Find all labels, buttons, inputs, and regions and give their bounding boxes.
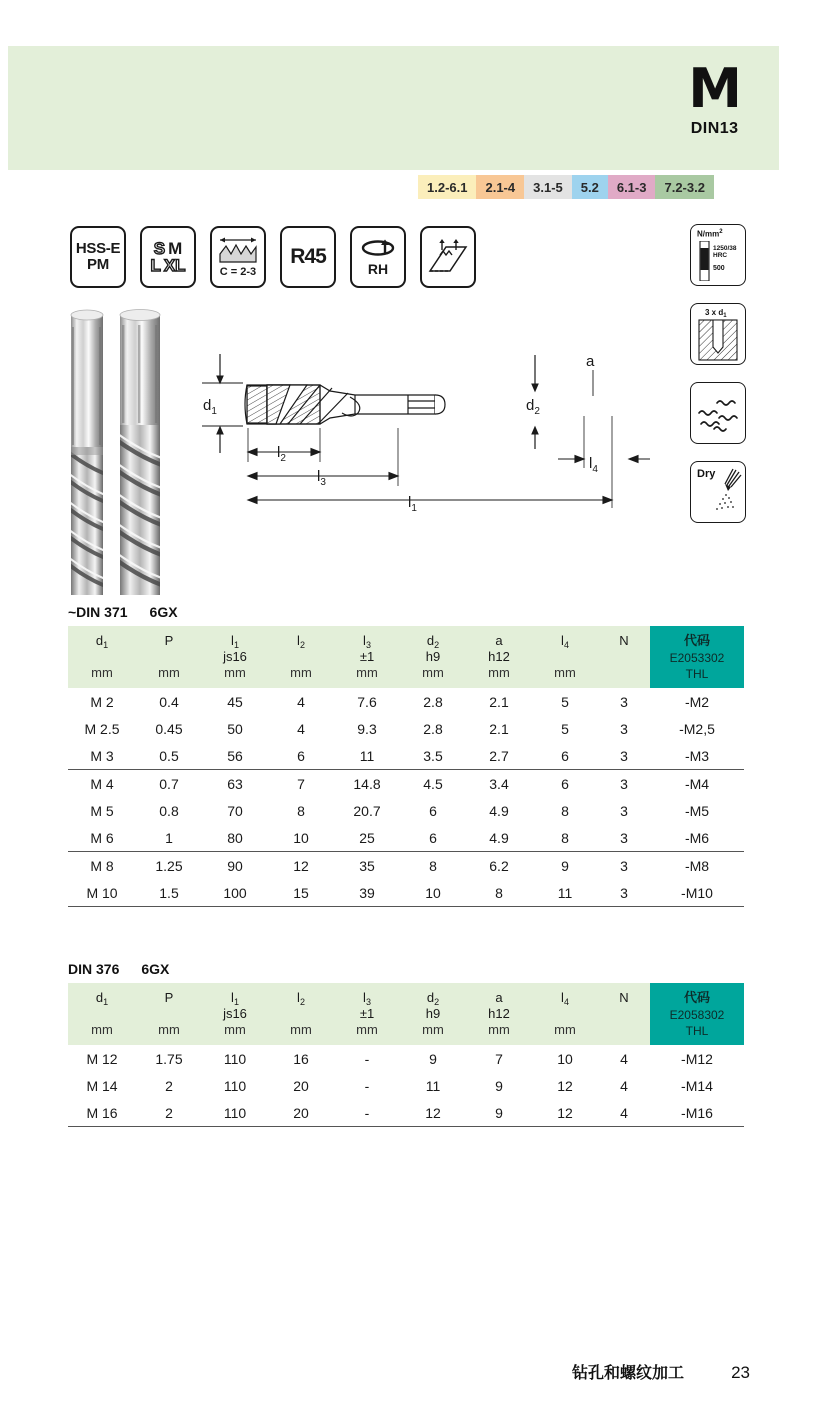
- header-band: [8, 46, 779, 170]
- cell-order-code-suffix: -M3: [650, 742, 744, 770]
- column-symbol: a: [495, 632, 503, 648]
- spec-table: [68, 983, 744, 1127]
- column-symbol: $d_1$: [95, 632, 109, 650]
- column-unit: [598, 1022, 650, 1038]
- cell-value: 20: [293, 1077, 309, 1094]
- cell-value: 2.1: [489, 720, 509, 737]
- size-s-label: S: [153, 239, 166, 258]
- cell-value: -: [364, 1077, 370, 1094]
- material-swatch-1: 2.1-4: [476, 175, 524, 199]
- table-title: [68, 961, 744, 977]
- cell-value: 6.2: [489, 857, 509, 874]
- cell-value: 50: [227, 720, 243, 737]
- cell-value: 3: [598, 824, 650, 852]
- cell-value: 2.1: [489, 693, 509, 710]
- column-unit: mm: [554, 1022, 576, 1038]
- spec-table-block-din376: [68, 961, 744, 1127]
- cell-order-code-suffix: -M2,5: [679, 720, 715, 737]
- right-hand-rotation-icon: [350, 226, 406, 288]
- cell-value: 100: [202, 879, 268, 907]
- column-unit: mm: [290, 1022, 312, 1038]
- column-symbol: $l_4$: [561, 632, 569, 650]
- size-m-label: M: [168, 239, 183, 258]
- cell-value: 14.8: [353, 775, 381, 792]
- column-unit: mm: [224, 665, 246, 681]
- dim-label-d1: $d_1$: [203, 397, 217, 417]
- feature-icon-row: [70, 226, 476, 288]
- order-code-suffix: THL: [685, 1023, 709, 1038]
- column-tolerance: js16: [223, 648, 247, 664]
- table-row[interactable]: [68, 770, 744, 798]
- dim-label-l4: $l_4$: [589, 455, 598, 475]
- column-unit: mm: [422, 1022, 444, 1038]
- cell-value: 8: [532, 824, 598, 852]
- column-unit: mm: [158, 665, 180, 681]
- column-tolerance: [136, 1006, 202, 1022]
- column-tolerance: [68, 1006, 136, 1022]
- cell-value: 7: [297, 775, 305, 792]
- column-tolerance: [532, 1006, 598, 1022]
- cell-value: 35: [359, 857, 375, 874]
- column-tolerance: [532, 649, 598, 665]
- column-tolerance: [268, 649, 334, 665]
- cell-value: 0.5: [136, 742, 202, 770]
- cell-value: 10: [268, 824, 334, 852]
- column-symbol: N: [619, 989, 629, 1005]
- rotation-arrow-graphic: [358, 238, 398, 260]
- cell-value: 3: [598, 879, 650, 907]
- chip-squiggle-graphic: [695, 391, 741, 435]
- cell-value: 11: [532, 879, 598, 907]
- dim-label-l1: $l_1$: [408, 494, 417, 514]
- column-tolerance: h9: [425, 1005, 441, 1021]
- dim-label-d2: $d_2$: [526, 397, 540, 417]
- size-xl-label: XL: [163, 256, 186, 275]
- column-header-l2: [268, 626, 334, 688]
- column-symbol: $l_3$: [363, 989, 371, 1007]
- cell-value: 3: [620, 802, 628, 819]
- column-unit: mm: [91, 665, 113, 681]
- column-header-a: [466, 983, 532, 1045]
- table-row[interactable]: [68, 1072, 744, 1099]
- column-header-l2: [268, 983, 334, 1045]
- column-header-order-code: [650, 983, 744, 1045]
- cell-value: 6: [268, 742, 334, 770]
- column-symbol: $l_1$: [231, 989, 239, 1007]
- tensile-unit: N/mm: [697, 229, 720, 239]
- table-row[interactable]: [68, 824, 744, 852]
- cell-value: 45: [227, 693, 243, 710]
- cell-value: 12: [400, 1099, 466, 1127]
- table-row[interactable]: [68, 879, 744, 907]
- column-symbol: $l_3$: [363, 632, 371, 650]
- column-tolerance: [598, 649, 650, 665]
- cell-thread-size: M 2: [90, 693, 114, 710]
- cell-value: 110: [223, 1077, 247, 1094]
- column-tolerance: ±1: [359, 648, 375, 664]
- column-header-P: [136, 626, 202, 688]
- table-row[interactable]: [68, 1099, 744, 1127]
- column-symbol: $d_2$: [426, 989, 440, 1007]
- column-unit: mm: [290, 665, 312, 681]
- table-row[interactable]: [68, 797, 744, 824]
- cell-thread-size: M 16: [68, 1099, 136, 1127]
- column-tolerance: h9: [425, 648, 441, 664]
- column-unit: mm: [422, 665, 444, 681]
- tap-photos-graphic: [58, 307, 173, 595]
- chamfer-profile-graphic: [217, 236, 259, 264]
- cell-thread-size: M 2.5: [84, 720, 120, 737]
- rake-angle-icon: [280, 226, 336, 288]
- cell-value: 10: [400, 879, 466, 907]
- application-icon-column: [690, 224, 746, 523]
- material-swatch-3: 5.2: [572, 175, 608, 199]
- column-unit: mm: [356, 1022, 378, 1038]
- column-symbol: $d_1$: [95, 989, 109, 1007]
- tensile-unit-exponent: 2: [719, 229, 723, 235]
- page-footer: [0, 1360, 828, 1383]
- cell-value: 8: [297, 802, 305, 819]
- cell-value: 5: [561, 720, 569, 737]
- column-header-d2: [400, 983, 466, 1045]
- column-unit: mm: [488, 665, 510, 681]
- table-row[interactable]: [68, 742, 744, 770]
- cell-value: 9: [561, 857, 569, 874]
- cell-value: 9: [466, 1099, 532, 1127]
- column-header-l3: [334, 626, 400, 688]
- table-row[interactable]: [68, 852, 744, 880]
- cell-thread-size: M 12: [86, 1050, 118, 1067]
- table-standard: ~DIN 371: [68, 604, 128, 620]
- cell-value: 20: [268, 1099, 334, 1127]
- cell-value: 10: [557, 1050, 573, 1067]
- cell-value: 39: [334, 879, 400, 907]
- cell-value: 16: [293, 1050, 309, 1067]
- cell-value: 4: [620, 1050, 628, 1067]
- cell-value: 2.7: [466, 742, 532, 770]
- cell-value: 2: [136, 1099, 202, 1127]
- cell-order-code-suffix: -M6: [650, 824, 744, 852]
- spec-table: [68, 626, 744, 907]
- column-symbol: $l_1$: [231, 632, 239, 650]
- technical-drawing: [180, 352, 660, 520]
- cell-order-code-suffix: -M14: [681, 1077, 713, 1094]
- tensile-strength-icon: [690, 224, 746, 286]
- cell-value: 11: [425, 1077, 441, 1094]
- cell-value: 4: [620, 1077, 628, 1094]
- column-tolerance: [136, 649, 202, 665]
- cell-value: 0.8: [159, 802, 179, 819]
- table-grade: 6GX: [141, 961, 170, 977]
- dim-label-a: a: [586, 353, 595, 370]
- table-grade: 6GX: [149, 604, 178, 620]
- cell-value: 3: [620, 775, 628, 792]
- column-header-N: [598, 626, 650, 688]
- column-unit: [598, 665, 650, 681]
- table-standard: DIN 376: [68, 961, 120, 977]
- cell-value: 63: [227, 775, 243, 792]
- cell-thread-size: M 3: [68, 742, 136, 770]
- column-symbol: P: [164, 632, 174, 648]
- column-symbol: $l_4$: [561, 989, 569, 1007]
- cell-value: 25: [334, 824, 400, 852]
- cell-value: 5: [561, 693, 569, 710]
- cell-order-code-suffix: -M12: [681, 1050, 713, 1067]
- cell-value: 12: [532, 1099, 598, 1127]
- column-unit: mm: [91, 1022, 113, 1038]
- cell-thread-size: M 4: [90, 775, 114, 792]
- cell-order-code-suffix: -M5: [684, 802, 710, 819]
- hardness-bottom-label: 500: [713, 265, 725, 272]
- chip-form-icon: [690, 382, 746, 444]
- column-header-d2: [400, 626, 466, 688]
- hardness-top-label: 1250/38 HRC: [713, 245, 737, 259]
- cell-thread-size: M 10: [68, 879, 136, 907]
- cell-value: 110: [202, 1099, 268, 1127]
- column-unit: mm: [224, 1022, 246, 1038]
- table-row[interactable]: [68, 715, 744, 742]
- column-unit: mm: [554, 665, 576, 681]
- cell-value: 3: [620, 720, 628, 737]
- column-symbol: a: [495, 989, 503, 1005]
- cell-value: 3: [620, 693, 628, 710]
- cell-value: 3: [598, 742, 650, 770]
- column-tolerance: h12: [488, 648, 510, 664]
- blind-hole-graphic: [698, 319, 738, 361]
- column-header-l3: [334, 983, 400, 1045]
- cell-value: 4: [598, 1099, 650, 1127]
- cell-value: 80: [202, 824, 268, 852]
- product-photo-group: [58, 307, 173, 595]
- chip-evacuation-icon: [420, 226, 476, 288]
- cell-value: 9: [429, 1050, 437, 1067]
- column-header-l4: [532, 983, 598, 1045]
- cell-order-code-suffix: -M10: [650, 879, 744, 907]
- dim-label-l3: $l_3$: [317, 468, 326, 488]
- cell-value: 0.45: [155, 720, 183, 737]
- order-code-code: E2053302: [669, 650, 725, 665]
- cell-value: 6: [532, 742, 598, 770]
- cell-value: 9: [495, 1077, 503, 1094]
- table-title: [68, 604, 744, 620]
- dim-label-l2: $l_2$: [277, 444, 286, 464]
- column-symbol: $l_2$: [297, 989, 305, 1007]
- column-symbol: $l_2$: [297, 632, 305, 650]
- cell-value: 6: [561, 775, 569, 792]
- cell-value: 12: [557, 1077, 573, 1094]
- dry-caption: Dry: [697, 468, 716, 480]
- cell-value: 2.8: [423, 720, 443, 737]
- column-symbol: N: [619, 632, 629, 648]
- cell-value: 4.9: [466, 824, 532, 852]
- column-tolerance: [598, 1006, 650, 1022]
- cell-thread-size: M 6: [68, 824, 136, 852]
- hole-depth-icon: [690, 303, 746, 365]
- hss-e-pm-line2: PM: [87, 256, 109, 273]
- cell-thread-size: M 14: [86, 1077, 118, 1094]
- column-tolerance: js16: [223, 1005, 247, 1021]
- chamfer-caption: C = 2-3: [219, 266, 257, 278]
- cell-value: 1.5: [136, 879, 202, 907]
- chip-evacuation-graphic: [426, 237, 470, 277]
- cell-value: 56: [202, 742, 268, 770]
- rotation-caption: RH: [367, 260, 389, 277]
- column-header-order-code: [650, 626, 744, 688]
- column-header-N: [598, 983, 650, 1045]
- column-unit: mm: [158, 1022, 180, 1038]
- hardness-bar-graphic: [698, 241, 712, 281]
- cell-value: 1: [136, 824, 202, 852]
- cell-value: 20.7: [353, 802, 381, 819]
- spec-table-block-din371: [68, 604, 744, 907]
- cell-value: -: [364, 1050, 370, 1067]
- material-swatch-5: 7.2-3.2: [655, 175, 713, 199]
- cell-value: 3.5: [400, 742, 466, 770]
- cell-value: 8: [561, 802, 569, 819]
- cell-value: 2: [165, 1077, 173, 1094]
- cell-value: 110: [223, 1050, 247, 1067]
- cell-value: 11: [334, 742, 400, 770]
- thread-standard-label: DIN13: [690, 120, 739, 137]
- order-code-cn: 代码: [683, 633, 710, 649]
- cell-thread-size: M 8: [90, 857, 114, 874]
- column-header-d1: [68, 983, 136, 1045]
- cell-value: 70: [227, 802, 243, 819]
- cell-value: 4: [297, 720, 305, 737]
- hole-depth-caption-sub: 1: [723, 313, 727, 319]
- material-letter: M: [688, 57, 741, 120]
- tap-dimension-diagram: [180, 352, 660, 520]
- coolant-spray-graphic: [713, 467, 743, 515]
- cell-value: 7: [495, 1050, 503, 1067]
- order-code-cn: 代码: [683, 990, 710, 1006]
- cell-value: 0.4: [159, 693, 179, 710]
- material-group-swatches: [418, 175, 714, 199]
- cell-value: 9.3: [357, 720, 377, 737]
- column-tolerance: h12: [488, 1005, 510, 1021]
- table-row[interactable]: [68, 1045, 744, 1072]
- column-symbol: P: [164, 989, 174, 1005]
- column-header-P: [136, 983, 202, 1045]
- column-header-l1: [202, 983, 268, 1045]
- cell-value: 12: [293, 857, 309, 874]
- column-header-l4: [532, 626, 598, 688]
- cell-value: 6: [429, 802, 437, 819]
- material-swatch-0: 1.2-6.1: [418, 175, 476, 199]
- order-code-suffix: THL: [685, 666, 709, 681]
- column-unit: mm: [356, 665, 378, 681]
- hss-e-pm-icon: [70, 226, 126, 288]
- column-header-a: [466, 626, 532, 688]
- cell-order-code-suffix: -M2: [684, 693, 710, 710]
- column-header-l1: [202, 626, 268, 688]
- footer-section-title: 钻孔和螺纹加工: [571, 1365, 684, 1382]
- cell-value: 3: [620, 857, 628, 874]
- cell-value: 4.5: [423, 775, 443, 792]
- cell-value: 3.4: [489, 775, 509, 792]
- cell-value: 8: [429, 857, 437, 874]
- cell-value: 7.6: [357, 693, 377, 710]
- cell-value: 1.75: [155, 1050, 183, 1067]
- table-row[interactable]: [68, 688, 744, 715]
- tolerance-smlxl-icon: [140, 226, 196, 288]
- cell-value: 6: [400, 824, 466, 852]
- cell-thread-size: M 5: [90, 802, 114, 819]
- cell-order-code-suffix: -M8: [684, 857, 710, 874]
- size-l-label: L: [150, 256, 161, 275]
- column-tolerance: [268, 1006, 334, 1022]
- cell-value: 0.7: [159, 775, 179, 792]
- cell-value: -: [334, 1099, 400, 1127]
- hss-e-pm-line1: HSS-E: [75, 240, 121, 258]
- rake-angle-label: R45: [290, 245, 326, 268]
- order-code-code: E2058302: [669, 1007, 725, 1022]
- table-header-row: [68, 626, 744, 688]
- hole-depth-caption: 3 x d: [705, 308, 724, 317]
- cell-value: 4.9: [489, 802, 509, 819]
- material-swatch-2: 3.1-5: [524, 175, 572, 199]
- column-tolerance: ±1: [359, 1005, 375, 1021]
- footer-page-number: 23: [731, 1363, 750, 1382]
- material-group-badge: [688, 57, 741, 137]
- cell-value: 4: [297, 693, 305, 710]
- cell-value: 15: [268, 879, 334, 907]
- cell-order-code-suffix: -M4: [684, 775, 710, 792]
- column-header-d1: [68, 626, 136, 688]
- cell-value: 8: [466, 879, 532, 907]
- cell-order-code-suffix: -M16: [650, 1099, 744, 1127]
- dry-machining-icon: [690, 461, 746, 523]
- table-header-row: [68, 983, 744, 1045]
- material-swatch-4: 6.1-3: [608, 175, 656, 199]
- cell-value: 2.8: [423, 693, 443, 710]
- cell-value: 90: [227, 857, 243, 874]
- column-symbol: $d_2$: [426, 632, 440, 650]
- column-tolerance: [68, 649, 136, 665]
- cell-value: 1.25: [155, 857, 183, 874]
- chamfer-icon: [210, 226, 266, 288]
- column-unit: mm: [488, 1022, 510, 1038]
